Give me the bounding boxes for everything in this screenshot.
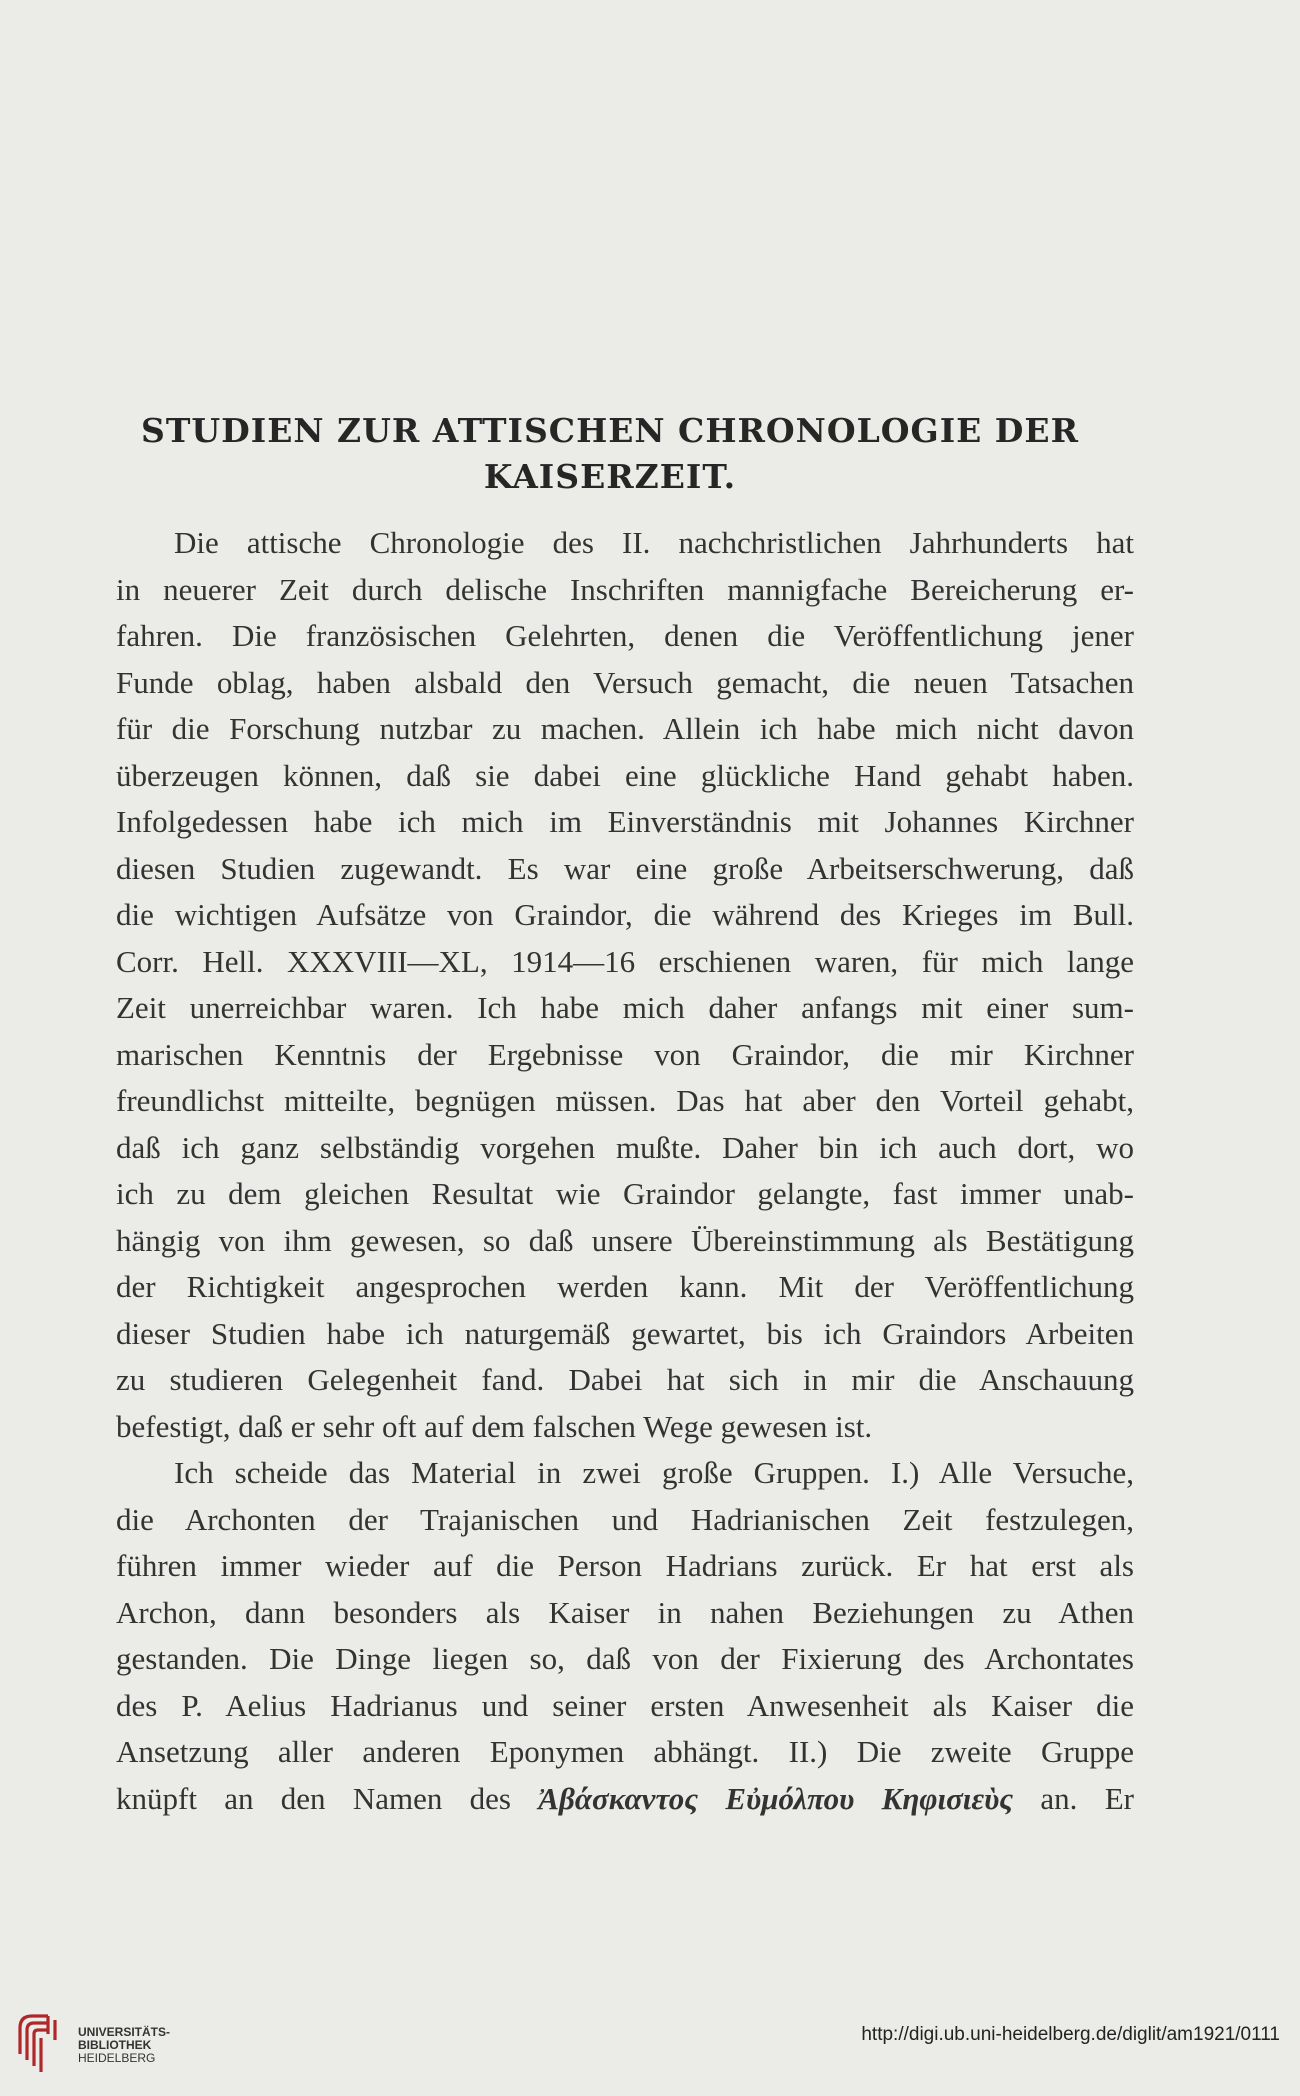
text-line: für die Forschung nutzbar zu machen. Allein ich habe mich nicht davon	[116, 711, 1134, 746]
text-line: in neuerer Zeit durch delische Inschriften mannigfache Bereicherung er-	[116, 571, 1134, 607]
text-line-last	[116, 1776, 1134, 1822]
title-line-2: KAISERZEIT.	[483, 457, 737, 496]
text-line: befestigt, daß er sehr oft auf dem falschen Wege gewesen ist.	[116, 1408, 873, 1444]
source-url-link[interactable]: http://digi.ub.uni-heidelberg.de/diglit/am1921/0111	[861, 2024, 1280, 2045]
text-line: Die attische Chronologie des II. nachchristlichen Jahrhunderts hat	[174, 525, 1134, 560]
library-logo-icon	[16, 2010, 72, 2078]
text-line: Infolgedessen habe ich mich im Einverständnis mit Johannes Kirchner	[116, 804, 1134, 839]
last-line-before: knüpft an den Namen des	[116, 1780, 539, 1816]
text-line: daß ich ganz selbständig vorgehen mußte. Daher bin ich auch dort, wo	[116, 1129, 1134, 1165]
text-line: Archon, dann besonders als Kaiser in nahen Beziehungen zu Athen	[116, 1594, 1134, 1630]
text-line: Ansetzung aller anderen Eponymen abhängt. II.) Die zweite Gruppe	[116, 1734, 1134, 1769]
text-line: hängig von ihm gewesen, so daß unsere Übereinstimmung als Bestätigung	[116, 1222, 1134, 1258]
text-line: Ich scheide das Material in zwei große Gruppen. I.) Alle Versuche,	[174, 1455, 1134, 1490]
text-line: freundlichst mitteilte, begnügen müssen. Das hat aber den Vorteil gehabt,	[116, 1083, 1134, 1118]
text-line: überzeugen können, daß sie dabei eine glückliche Hand gehabt haben.	[116, 757, 1134, 793]
text-line: ich zu dem gleichen Resultat wie Graindor gelangte, fast immer unab-	[116, 1176, 1134, 1211]
text-line: Corr. Hell. XXXVIII—XL, 1914—16 erschienen waren, für mich lange	[116, 943, 1134, 979]
text-line: diesen Studien zugewandt. Es war eine große Arbeitserschwerung, daß	[116, 850, 1134, 886]
text-line: marischen Kenntnis der Ergebnisse von Graindor, die mir Kirchner	[116, 1036, 1134, 1072]
greek-name: Ἀβάσκαντος Εὐμόλπου Κηφισιεὺς	[538, 1780, 1014, 1816]
text-line: der Richtigkeit angesprochen werden kann. Mit der Veröffentlichung	[116, 1269, 1134, 1304]
text-line: Zeit unerreichbar waren. Ich habe mich daher anfangs mit einer sum-	[116, 990, 1134, 1025]
text-line: des P. Aelius Hadrianus und seiner ersten Anwesenheit als Kaiser die	[116, 1687, 1134, 1723]
last-line-after: an. Er	[1013, 1780, 1134, 1816]
article-title	[110, 408, 1110, 500]
library-name: UNIVERSITÄTS- BIBLIOTHEK HEIDELBERG	[78, 2025, 171, 2065]
text-line: fahren. Die französischen Gelehrten, denen die Veröffentlichung jener	[116, 618, 1134, 653]
text-line: Funde oblag, haben alsbald den Versuch gemacht, die neuen Tatsachen	[116, 664, 1134, 700]
title-line-1: STUDIEN ZUR ATTISCHEN CHRONOLOGIE DER	[141, 411, 1079, 450]
text-line: führen immer wieder auf die Person Hadrians zurück. Er hat erst als	[116, 1548, 1134, 1583]
text-line: gestanden. Die Dinge liegen so, daß von der Fixierung des Archontates	[116, 1641, 1134, 1676]
text-line: die wichtigen Aufsätze von Graindor, die während des Krieges im Bull.	[116, 897, 1134, 932]
text-line: die Archonten der Trajanischen und Hadrianischen Zeit festzulegen,	[116, 1501, 1134, 1537]
text-line: dieser Studien habe ich naturgemäß gewartet, bis ich Graindors Arbeiten	[116, 1315, 1134, 1351]
footer	[0, 2010, 1300, 2080]
text-line: zu studieren Gelegenheit fand. Dabei hat sich in mir die Anschauung	[116, 1362, 1134, 1397]
